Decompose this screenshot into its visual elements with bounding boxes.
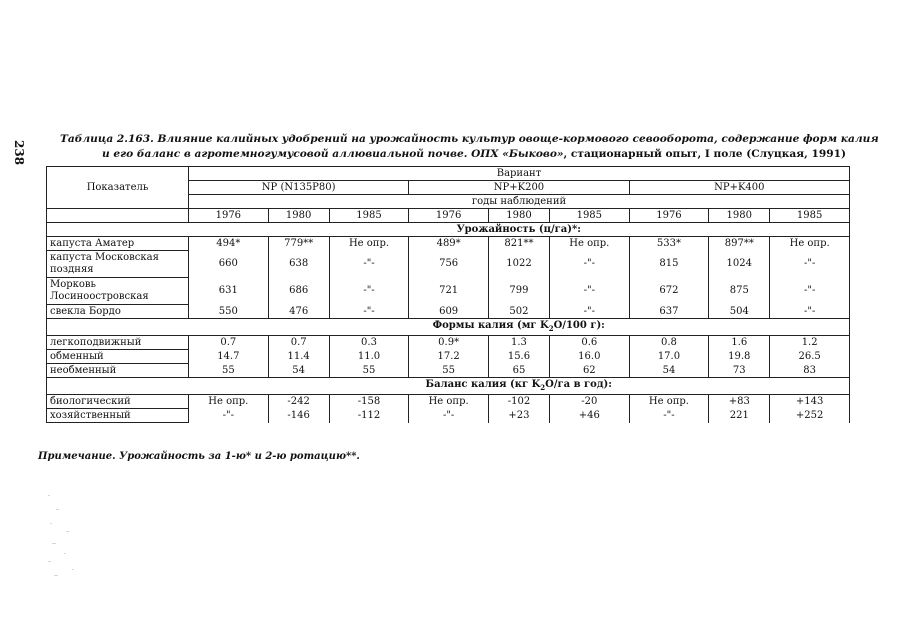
cell: 26.5 xyxy=(770,350,850,364)
cell: 779** xyxy=(268,237,329,251)
data-table xyxy=(46,166,850,423)
variant-np-k400: NP+K400 xyxy=(629,181,849,195)
cell: 0.6 xyxy=(549,336,629,350)
cell: 0.9* xyxy=(409,336,489,350)
row-label: хозяйственный xyxy=(47,409,189,423)
caption-line2-bold: и его баланс в агротемногумусовой аллювиальной почве. ОПХ «Быково» xyxy=(102,148,564,160)
cell: -"- xyxy=(629,409,709,423)
cell: -158 xyxy=(329,395,409,409)
section-spacer xyxy=(47,319,189,336)
cell: 502 xyxy=(488,305,549,319)
cell: 0.7 xyxy=(189,336,269,350)
cell: -"- xyxy=(770,305,850,319)
cell: -"- xyxy=(770,278,850,305)
cell: 11.0 xyxy=(329,350,409,364)
table-row xyxy=(47,409,850,423)
cell: -"- xyxy=(409,409,489,423)
row-label: свекла Бордо xyxy=(47,305,189,319)
cell: 1.2 xyxy=(770,336,850,350)
cell: 609 xyxy=(409,305,489,319)
cell: 489* xyxy=(409,237,489,251)
section-forms-sub: 2 xyxy=(548,324,554,333)
cell: 1.6 xyxy=(709,336,770,350)
cell: +83 xyxy=(709,395,770,409)
cell: Не опр. xyxy=(189,395,269,409)
caption-line1: Таблица 2.163. Влияние калийных удобрений на урожайность культур овоще-кормового севооборота, содержание форм калия xyxy=(60,133,879,145)
row-label: капуста Московская поздняя xyxy=(47,251,189,278)
section-balance-post: O/га в год): xyxy=(545,379,612,390)
table-row xyxy=(47,278,850,305)
cell: -"- xyxy=(549,251,629,278)
cell: 14.7 xyxy=(189,350,269,364)
cell: Не опр. xyxy=(629,395,709,409)
speck xyxy=(66,531,69,532)
speck xyxy=(52,543,56,544)
cell: Не опр. xyxy=(549,237,629,251)
cell: 756 xyxy=(409,251,489,278)
year-header: 1980 xyxy=(709,209,770,223)
cell: 15.6 xyxy=(488,350,549,364)
cell: 54 xyxy=(629,364,709,378)
cell: 16.0 xyxy=(549,350,629,364)
year-header: 1976 xyxy=(629,209,709,223)
cell: -"- xyxy=(329,278,409,305)
cell: +23 xyxy=(488,409,549,423)
year-header: 1980 xyxy=(268,209,329,223)
cell: -242 xyxy=(268,395,329,409)
cell: 0.8 xyxy=(629,336,709,350)
scan-specks xyxy=(46,465,106,585)
cell: -112 xyxy=(329,409,409,423)
year-header: 1976 xyxy=(189,209,269,223)
table-caption xyxy=(60,132,880,162)
cell: 494* xyxy=(189,237,269,251)
cell: 815 xyxy=(629,251,709,278)
cell: -"- xyxy=(549,305,629,319)
table-row xyxy=(47,336,850,350)
cell: 55 xyxy=(189,364,269,378)
cell: -"- xyxy=(189,409,269,423)
year-header: 1976 xyxy=(409,209,489,223)
indicator-blank xyxy=(47,209,189,223)
section-spacer xyxy=(47,378,189,395)
cell: 533* xyxy=(629,237,709,251)
section-balance xyxy=(189,378,850,395)
cell: 65 xyxy=(488,364,549,378)
cell: 631 xyxy=(189,278,269,305)
cell: 55 xyxy=(409,364,489,378)
speck xyxy=(50,523,52,524)
cell: 821** xyxy=(488,237,549,251)
years-header: годы наблюдений xyxy=(189,195,850,209)
cell: 17.0 xyxy=(629,350,709,364)
cell: 686 xyxy=(268,278,329,305)
cell: -102 xyxy=(488,395,549,409)
cell: -"- xyxy=(549,278,629,305)
row-label: капуста Аматер xyxy=(47,237,189,251)
cell: 550 xyxy=(189,305,269,319)
section-balance-sub: 2 xyxy=(540,383,546,392)
section-balance-pre: Баланс калия (кг K xyxy=(425,379,541,390)
cell: +143 xyxy=(770,395,850,409)
cell: 897** xyxy=(709,237,770,251)
row-label: необменный xyxy=(47,364,189,378)
year-header: 1985 xyxy=(549,209,629,223)
cell: 62 xyxy=(549,364,629,378)
year-header: 1980 xyxy=(488,209,549,223)
cell: 55 xyxy=(329,364,409,378)
row-label: биологический xyxy=(47,395,189,409)
speck xyxy=(54,575,58,576)
table-row xyxy=(47,364,850,378)
cell: Не опр. xyxy=(329,237,409,251)
speck xyxy=(56,509,59,510)
speck xyxy=(48,495,50,496)
cell: -"- xyxy=(329,305,409,319)
page-number: 238 xyxy=(12,140,26,166)
cell: 638 xyxy=(268,251,329,278)
table-row xyxy=(47,395,850,409)
cell: 1024 xyxy=(709,251,770,278)
row-label: Морковь Лосиноостровская xyxy=(47,278,189,305)
cell: 1.3 xyxy=(488,336,549,350)
variant-header: Вариант xyxy=(189,167,850,181)
speck xyxy=(48,561,51,562)
cell: 1022 xyxy=(488,251,549,278)
cell: 721 xyxy=(409,278,489,305)
section-forms xyxy=(189,319,850,336)
cell: Не опр. xyxy=(409,395,489,409)
speck xyxy=(64,553,66,554)
section-forms-post: O/100 г): xyxy=(553,320,605,331)
cell: 0.7 xyxy=(268,336,329,350)
cell: 83 xyxy=(770,364,850,378)
table-row xyxy=(47,305,850,319)
section-yield: Урожайность (ц/га)*: xyxy=(189,223,850,237)
cell: 19.8 xyxy=(709,350,770,364)
table-row xyxy=(47,237,850,251)
cell: 799 xyxy=(488,278,549,305)
cell: 504 xyxy=(709,305,770,319)
cell: 476 xyxy=(268,305,329,319)
indicator-header: Показатель xyxy=(47,167,189,209)
variant-np: NP (N135P80) xyxy=(189,181,409,195)
cell: +46 xyxy=(549,409,629,423)
cell: -146 xyxy=(268,409,329,423)
section-forms-pre: Формы калия (мг K xyxy=(432,320,549,331)
cell: 17.2 xyxy=(409,350,489,364)
table-note: Примечание. Урожайность за 1-ю* и 2-ю ротацию**. xyxy=(38,451,360,462)
cell: 0.3 xyxy=(329,336,409,350)
section-spacer xyxy=(47,223,189,237)
row-label: обменный xyxy=(47,350,189,364)
cell: -20 xyxy=(549,395,629,409)
table-row xyxy=(47,251,850,278)
row-label: легкоподвижный xyxy=(47,336,189,350)
cell: 54 xyxy=(268,364,329,378)
cell: -"- xyxy=(770,251,850,278)
cell: 672 xyxy=(629,278,709,305)
variant-np-k200: NP+K200 xyxy=(409,181,629,195)
caption-line2-rest: , стационарный опыт, I поле (Слуцкая, 1991) xyxy=(563,148,846,160)
year-header: 1985 xyxy=(770,209,850,223)
cell: -"- xyxy=(329,251,409,278)
speck xyxy=(72,569,74,570)
cell: 875 xyxy=(709,278,770,305)
table-row xyxy=(47,350,850,364)
cell: 660 xyxy=(189,251,269,278)
year-header: 1985 xyxy=(329,209,409,223)
cell: 73 xyxy=(709,364,770,378)
cell: Не опр. xyxy=(770,237,850,251)
cell: 221 xyxy=(709,409,770,423)
cell: 637 xyxy=(629,305,709,319)
cell: 11.4 xyxy=(268,350,329,364)
cell: +252 xyxy=(770,409,850,423)
